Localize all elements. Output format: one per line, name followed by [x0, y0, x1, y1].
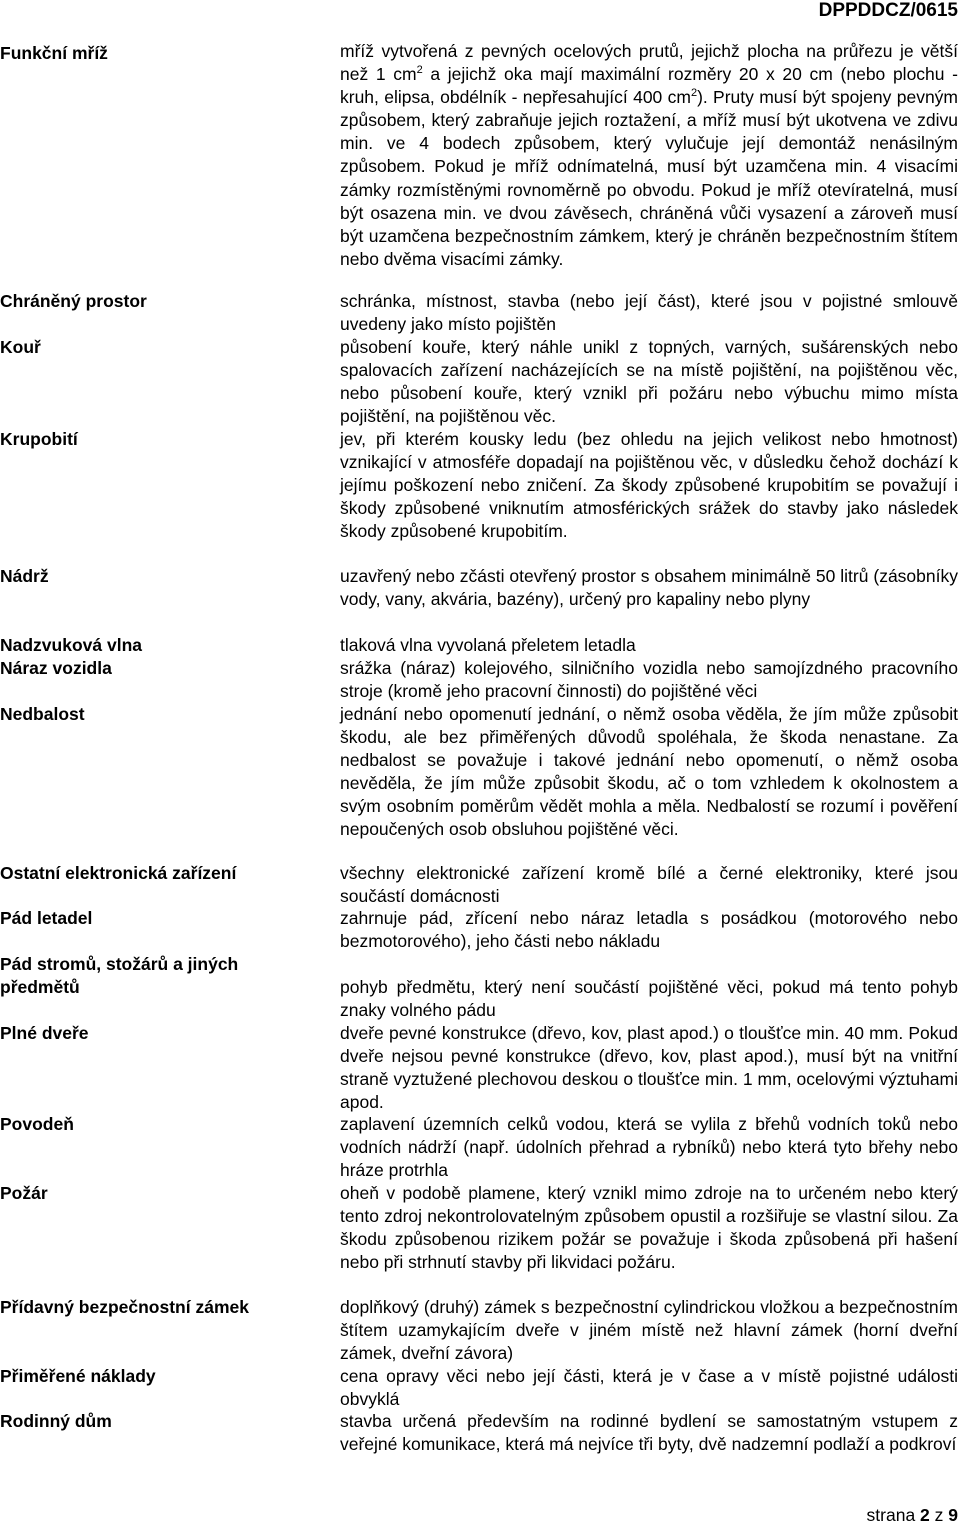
entry-definition: působení kouře, který náhle unikl z topných, varných, sušárenských nebo spalovacích zařízení nacházejících se na místě pojištění, na pojištěnou věc, nebo působení kouře, který vznikl při požáru nebo výbuchu mimo místa pojištění, na pojištěnou věc.: [340, 337, 958, 427]
entry-term: Požár: [0, 1183, 48, 1203]
entry-term: Přiměřené náklady: [0, 1366, 156, 1386]
entry-term: Ostatní elektronická zařízení: [0, 863, 237, 883]
entry-term: Nádrž: [0, 566, 49, 586]
entry-definition: pohyb předmětu, který není součástí pojištěné věci, pokud má tento pohyb znaky volného pádu: [340, 977, 958, 1021]
entry-term: Plné dveře: [0, 1023, 89, 1043]
entry-definition: cena opravy věci nebo její části, která je v čase a v místě pojistné události obvyklá: [340, 1366, 958, 1410]
entry-definition: všechny elektronické zařízení kromě bílé a černé elektroniky, které jsou součástí domácnosti: [340, 863, 958, 907]
entry-definition: schránka, místnost, stavba (nebo její část), které jsou v pojistné smlouvě uvedeny jako místo pojištěn: [340, 291, 958, 335]
page-number: strana 2 z 9: [866, 1505, 958, 1525]
entry-term: Povodeň: [0, 1114, 74, 1134]
entry-term: Krupobití: [0, 429, 78, 449]
entry-definition: srážka (náraz) kolejového, silničního vozidla nebo samojízdného pracovního stroje (kromě jeho pracovní činnosti) do pojištěné věci: [340, 658, 958, 702]
entry-definition: oheň v podobě plamene, který vznikl mimo zdroje na to určeném nebo který tento zdroj nekontrolovatelným způsobem opustil a rozšiřuje se vlastní silou. Za škodu způsobenou rizikem požár se považuje i škoda způsobená při hašení nebo při strhnutí stavby při likvidaci požáru.: [340, 1183, 958, 1273]
entry-definition: mříž vytvořená z pevných ocelových prutů, jejichž plocha na průřezu je větší než 1 $cm^2$ a jejichž oka mají maximální rozměry 20 x 20 cm (nebo plochu - kruh, elipsa, obdélník - nepřesahující 400 $cm^2$). Pruty musí být spojeny pevným způsobem, který zabraňuje jejich roztažení, a mříž musí být ukotvena ve zdivu min. ve 4 bodech způsobem, který vylučuje její demontáž nenásilným způsobem. Pokud je mříž odnímatelná, musí být uzamčena min. 4 visacími zámky rozmístěnými rovnoměrně po obvodu. Pokud je mříž otevíratelná, musí být osazena min. ve dvou závěsech, chráněná vůči vysazení a zároveň musí být uzamčena bezpečnostním zámkem, který je chráněn bezpečnostním štítem nebo dvěma visacími zámky.: [340, 41, 958, 269]
document-code: DPPDDCZ/0615: [818, 0, 958, 21]
entry-term: Pád letadel: [0, 908, 93, 928]
entry-definition: jednání nebo opomenutí jednání, o němž osoba věděla, že jím může způsobit škodu, ale bez přiměřených důvodů spoléhala, že škoda nenastane. Za nedbalost se považuje i takové jednání nebo opomenutí, o němž osoba nevěděla, že jím může způsobit škodu, ač o tom vzhledem k okolnostem a svým osobním poměrům vědět mohla a měla. Nedbalostí se rozumí i pověření nepoučených osob obsluhou pojištěné věci.: [340, 704, 958, 840]
entry-definition: dveře pevné konstrukce (dřevo, kov, plast apod.) o tloušťce min. 40 mm. Pokud dveře nejsou pevné konstrukce (dřevo, kov, plast apod.), musí být na vnitřní straně vyztužené plechovou deskou o tloušťce min. 1 mm, ocelovými výztuhami apod.: [340, 1023, 958, 1113]
entry-term: Kouř: [0, 337, 41, 357]
entry-term: Pád stromů, stožárů a jiných předmětů: [0, 954, 239, 997]
entry-term: Rodinný dům: [0, 1411, 112, 1431]
entry-definition: stavba určená především na rodinné bydlení se samostatným vstupem z veřejné komunikace, která má nejvíce tři byty, dvě nadzemní podlaží a podkroví: [340, 1411, 958, 1455]
entry-definition: zaplavení územních celků vodou, která se vylila z břehů vodních toků nebo vodních nádrží (např. údolních přehrad a rybníků) nebo která tyto břehy nebo hráze protrhla: [340, 1114, 958, 1181]
entry-term: Chráněný prostor: [0, 291, 147, 311]
entry-term: Přídavný bezpečnostní zámek: [0, 1297, 249, 1317]
entry-term: Nadzvuková vlna: [0, 635, 142, 655]
entry-definition: zahrnuje pád, zřícení nebo náraz letadla s posádkou (motorového nebo bezmotorového), jeho části nebo nákladu: [340, 908, 958, 952]
entry-term: Náraz vozidla: [0, 658, 112, 678]
entry-definition: tlaková vlna vyvolaná přeletem letadla: [340, 635, 636, 655]
entry-term: Funkční mříž: [0, 43, 108, 63]
entry-term: Nedbalost: [0, 704, 85, 724]
entry-definition: jev, při kterém kousky ledu (bez ohledu na jejich velikost nebo hmotnost) vznikající v atmosféře dopadají na pojištěnou věc, v důsledku čehož dochází k jejímu poškození nebo zničení. Za škody způsobené krupobitím se považují i škody způsobené vniknutím atmosférických srážek do stavby jako následek škody způsobené krupobitím.: [340, 429, 958, 542]
entry-definition: uzavřený nebo zčásti otevřený prostor s obsahem minimálně 50 litrů (zásobníky vody, vany, akvária, bazény), určený pro kapaliny nebo plyny: [340, 566, 958, 610]
entry-definition: doplňkový (druhý) zámek s bezpečnostní cylindrickou vložkou a bezpečnostním štítem uzamykajícím dveře v jiném místě než hlavní zámek (horní dveřní zámek, dveřní závora): [340, 1297, 958, 1364]
